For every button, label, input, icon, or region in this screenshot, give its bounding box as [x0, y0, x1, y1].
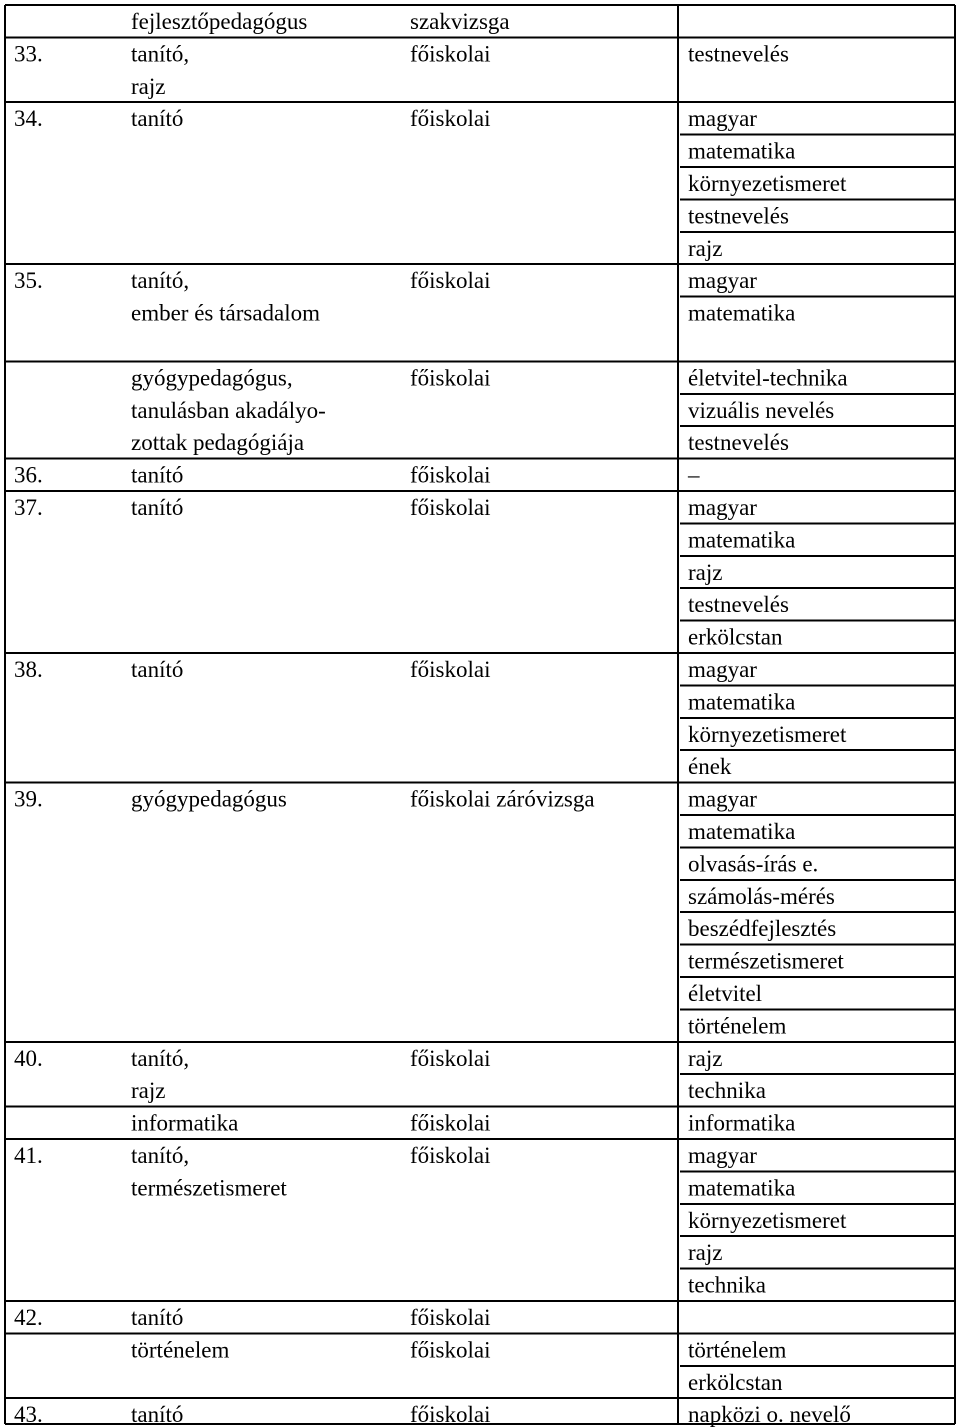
subject-text: rajz	[688, 559, 723, 585]
subject-text: történelem	[688, 1013, 787, 1039]
subject-text: olvasás-írás e.	[688, 851, 819, 877]
row-number: 37.	[14, 495, 43, 520]
row-number: 34.	[14, 106, 43, 132]
degree-text: tanító	[131, 1402, 184, 1428]
subject-text: magyar	[688, 268, 757, 294]
level-text: főiskolai	[410, 106, 491, 132]
level-text: főiskolai	[410, 1337, 491, 1363]
subject-text: matematika	[688, 689, 796, 715]
level-text: főiskolai	[410, 1402, 491, 1428]
level-text: főiskolai	[410, 268, 491, 294]
level-text: főiskolai	[410, 1045, 491, 1071]
degree-text: tanító	[131, 462, 184, 488]
subject-text: természetismeret	[688, 948, 844, 974]
degree-text: természetismeret	[131, 1175, 287, 1201]
degree-text: tanító	[131, 657, 184, 682]
level-text: főiskolai	[410, 1305, 491, 1330]
subject-text: testnevelés	[688, 430, 789, 456]
subject-text: matematika	[688, 300, 796, 326]
degree-text: tanító	[131, 1305, 184, 1330]
row-number: 42.	[14, 1305, 43, 1330]
subject-text: történelem	[688, 1337, 787, 1363]
degree-text: fejlesztőpedagógus	[131, 9, 308, 34]
subject-text: rajz	[688, 1240, 723, 1266]
degree-text: tanító	[131, 106, 184, 132]
row-number: 38.	[14, 657, 43, 682]
degree-text: gyógypedagógus,	[131, 365, 293, 391]
degree-text: tanító	[131, 495, 184, 520]
subject-text: technika	[688, 1078, 766, 1104]
subject-text: erkölcstan	[688, 624, 783, 650]
degree-text: tanító,	[131, 1143, 190, 1168]
degree-text: zottak pedagógiája	[131, 430, 305, 456]
subject-text: testnevelés	[688, 203, 789, 229]
level-text: főiskolai	[410, 1143, 491, 1168]
degree-text: rajz	[131, 1078, 166, 1104]
degree-text: tanító,	[131, 1045, 190, 1071]
subject-text: matematika	[688, 138, 796, 164]
subject-text: számolás-mérés	[688, 883, 835, 909]
row-number: 43.	[14, 1402, 43, 1428]
degree-text: tanító,	[131, 41, 190, 67]
subject-text: matematika	[688, 1175, 796, 1201]
subject-text: magyar	[688, 786, 757, 812]
row-number: 41.	[14, 1143, 43, 1168]
subject-text: magyar	[688, 106, 757, 132]
level-text: főiskolai	[410, 1110, 491, 1136]
subject-text: vizuális nevelés	[688, 397, 835, 423]
row-number: 39.	[14, 786, 43, 812]
level-text: szakvizsga	[410, 9, 510, 34]
degree-text: tanulásban akadályo-	[131, 397, 326, 423]
subject-text: matematika	[688, 819, 796, 844]
subject-text: rajz	[688, 1045, 723, 1071]
subject-text: informatika	[688, 1110, 796, 1136]
row-number: 35.	[14, 268, 43, 294]
row-number: 40.	[14, 1045, 43, 1071]
degree-text: történelem	[131, 1337, 230, 1363]
subject-text: beszédfejlesztés	[688, 916, 837, 942]
subject-text: matematika	[688, 527, 796, 553]
row-number: 33.	[14, 41, 43, 67]
subject-text: napközi o. nevelő	[688, 1402, 851, 1428]
degree-text: informatika	[131, 1110, 239, 1136]
degree-text: tanító,	[131, 268, 190, 294]
subject-text: testnevelés	[688, 592, 789, 618]
level-text: főiskolai	[410, 657, 491, 682]
level-text: főiskolai	[410, 365, 491, 391]
level-text: főiskolai	[410, 462, 491, 488]
degree-text: rajz	[131, 73, 166, 99]
subject-text: életvitel-technika	[688, 365, 848, 391]
subject-text: ének	[688, 754, 732, 780]
subject-text: magyar	[688, 1143, 757, 1168]
subject-text: –	[688, 462, 700, 488]
row-number: 36.	[14, 462, 43, 488]
subject-text: magyar	[688, 495, 757, 520]
degree-text: gyógypedagógus	[131, 786, 287, 812]
level-text: főiskolai	[410, 41, 491, 67]
subject-text: testnevelés	[688, 41, 789, 67]
subject-text: magyar	[688, 657, 757, 682]
level-text: főiskolai	[410, 495, 491, 520]
subject-text: környezetismeret	[688, 171, 847, 196]
degree-text: ember és társadalom	[131, 300, 321, 326]
subject-text: életvitel	[688, 981, 763, 1006]
subject-text: erkölcstan	[688, 1369, 783, 1395]
level-text: főiskolai záróvizsga	[410, 786, 595, 812]
subject-text: környezetismeret	[688, 1207, 847, 1233]
subject-text: rajz	[688, 235, 723, 261]
subject-text: környezetismeret	[688, 721, 847, 747]
subject-text: technika	[688, 1272, 766, 1298]
